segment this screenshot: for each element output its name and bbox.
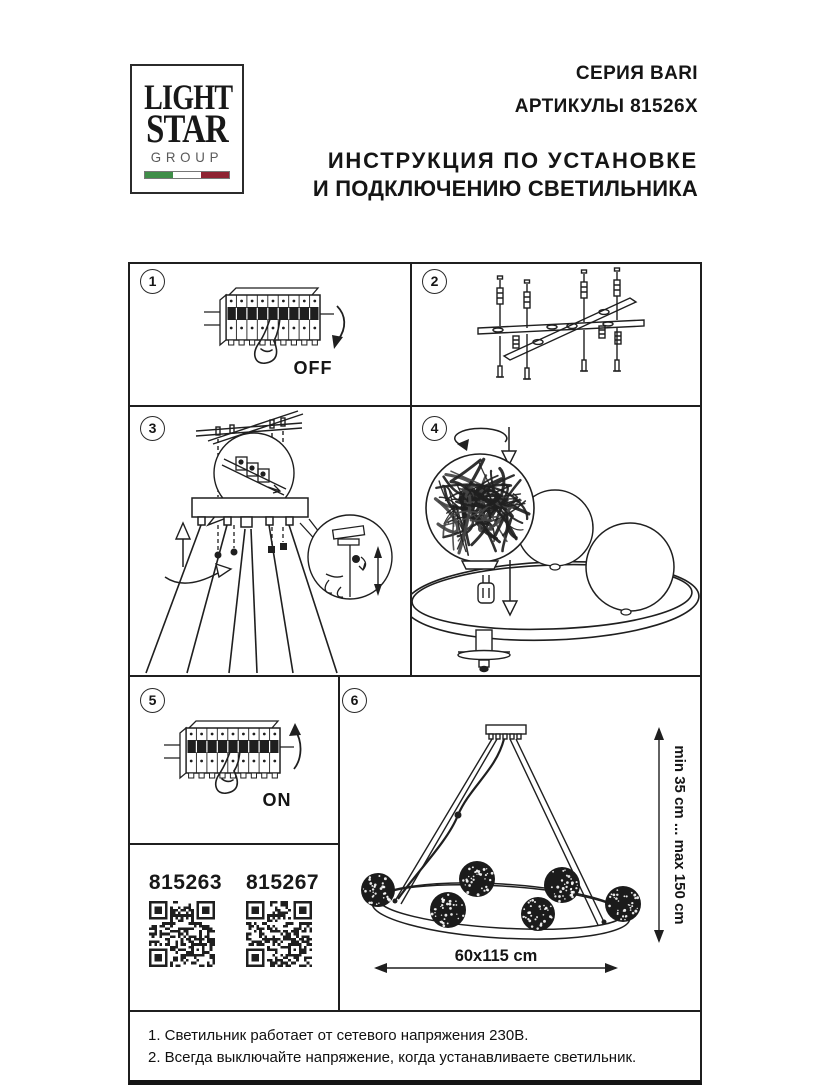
- step-1-illustration-breaker-off-icon: [130, 264, 412, 405]
- wire-ball-shades: [361, 861, 641, 931]
- turn-on-arrow-icon: [289, 723, 301, 769]
- oval-frame: [371, 876, 632, 946]
- step-3-number: 3: [140, 416, 165, 441]
- cable-lock-detail-balloon: [300, 515, 392, 599]
- circuit-breaker-drawing: [164, 721, 294, 778]
- logo-word-star: STAR: [146, 106, 228, 151]
- glass-sphere-shade: [586, 523, 674, 611]
- doc-title-line2: И ПОДКЛЮЧЕНИЮ СВЕТИЛЬНИКА: [312, 176, 698, 201]
- doc-title-line1: ИНСТРУКЦИЯ ПО УСТАНОВКЕ: [327, 148, 698, 173]
- width-dimension-label: 60x115 cm: [454, 947, 538, 965]
- flag-white: [173, 172, 201, 178]
- step-1-number: 1: [140, 269, 165, 294]
- step-2-number: 2: [422, 269, 447, 294]
- article-code: 815267: [246, 871, 320, 894]
- step-4-illustration-shades-and-bulb-icon: [412, 405, 700, 675]
- step-2-illustration-mounting-bracket-icon: [412, 264, 700, 405]
- height-dimension: [654, 727, 688, 943]
- g9-bulb-icon: [478, 575, 494, 603]
- off-label: OFF: [293, 358, 333, 378]
- qr-code-icon: [149, 901, 215, 967]
- logo-word-group: GROUP: [150, 149, 224, 165]
- flag-green: [145, 172, 173, 178]
- step-6-illustration-chandelier-icon: [338, 675, 700, 1010]
- ceiling-canopy: [486, 725, 526, 739]
- step-3-illustration-canopy-mounting-icon: [130, 405, 412, 675]
- logo-word-light: LIGHT: [144, 77, 233, 117]
- width-dimension: [374, 947, 618, 973]
- suspension-cables: [146, 525, 337, 673]
- flag-red: [201, 172, 229, 178]
- series-name: СЕРИЯ BARI: [575, 63, 698, 84]
- step-5-number: 5: [140, 688, 165, 713]
- safety-notes: [130, 1012, 700, 1078]
- on-label: ON: [262, 790, 292, 810]
- step-4-number: 4: [422, 416, 447, 441]
- article-item: [149, 871, 222, 1010]
- steps-grid: [128, 262, 702, 1085]
- note-line: 1. Светильник работает от сетевого напряжения 230В.: [148, 1027, 529, 1044]
- circuit-breaker-drawing: [204, 288, 334, 345]
- lightstar-logo: [130, 64, 244, 194]
- article-item: [246, 871, 319, 1010]
- turn-off-arrow-icon: [332, 306, 344, 349]
- header: [313, 64, 698, 201]
- wire-ball-shade: [426, 454, 534, 569]
- italian-flag-icon: [144, 171, 230, 179]
- note-line: 2. Всегда выключайте напряжение, когда устанавливаете светильник.: [148, 1049, 637, 1066]
- article-code: 815263: [148, 871, 222, 894]
- article-codes-block: [130, 845, 338, 1010]
- qr-code-icon: [246, 901, 312, 967]
- step-6-number: 6: [342, 688, 367, 713]
- article-numbers: АРТИКУЛЫ 81526X: [514, 96, 698, 117]
- height-dimension-label: min 35 cm ... max 150 cm: [671, 745, 688, 925]
